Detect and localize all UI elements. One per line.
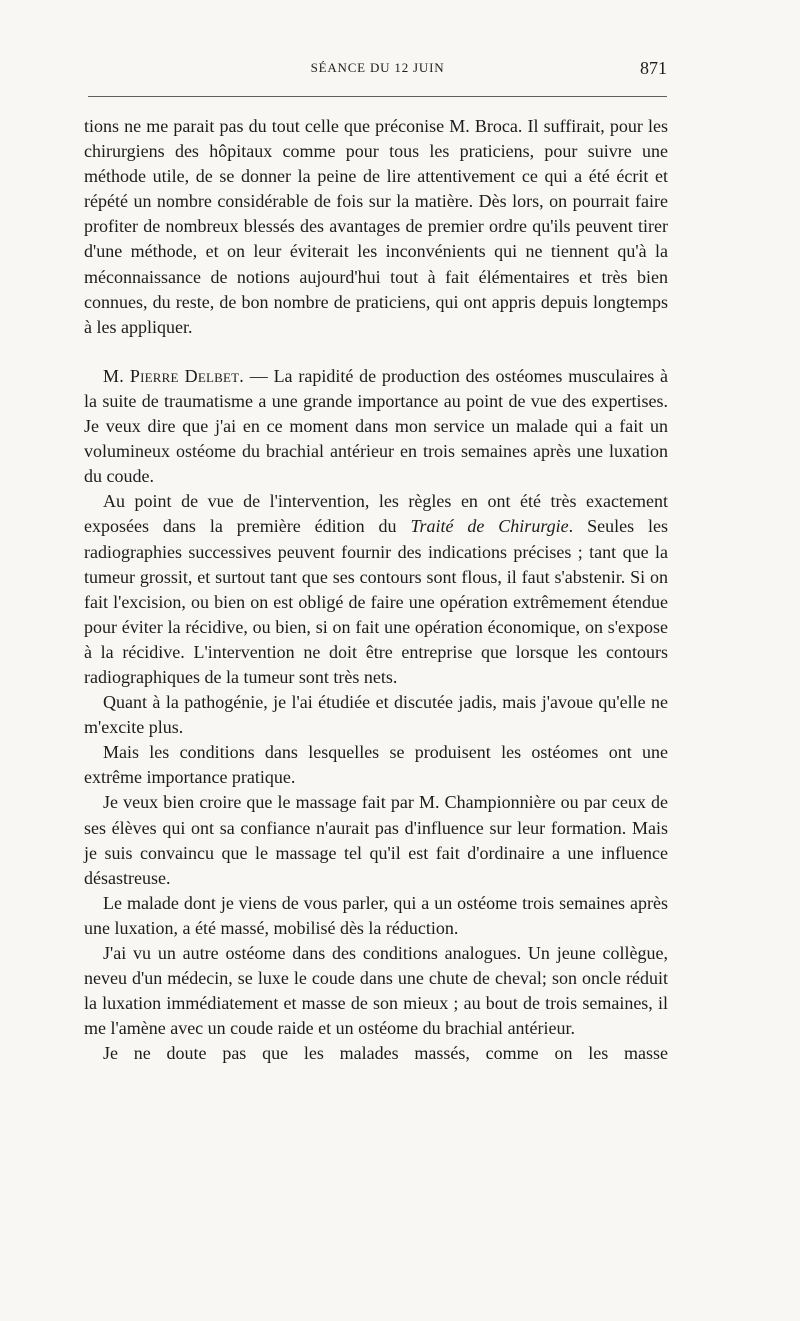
paragraph-pathogenesis <box>84 690 668 740</box>
paragraph-final-line <box>84 1041 668 1066</box>
paragraph-text: — La rapidité de production des ostéomes musculaires à la suite de traumatisme a une grande importance au point de vue des expertises. Je veux dire que j'ai en ce moment dans mon service un malade qui a fait un volumineux ostéome du brachial antérieur en trois semaines après une luxation du coude. <box>84 365 668 487</box>
paragraph-text: Je ne doute pas que les malades massés, comme on les masse <box>103 1043 668 1064</box>
paragraph-conditions <box>84 740 668 790</box>
paragraph-text: Quant à la pathogénie, je l'ai étudiée et discutée jadis, mais j'avoue qu'elle ne m'excite plus. <box>84 692 668 738</box>
paragraph-text-before: Au point de vue de l'intervention, les règles en ont été très exactement exposées dans la première édition du <box>84 491 668 537</box>
paragraph-text: Le malade dont je viens de vous parler, qui a un ostéome trois semaines après une luxation, a été massé, mobilisé dès la réduction. <box>84 892 668 938</box>
paragraph-text: tions ne me parait pas du tout celle que préconise M. Broca. Il suffirait, pour les chirurgiens des hôpitaux comme pour tous les praticiens, pour suivre une méthode utile, de se donner la peine de lire attentivement ce qui a été écrit et répété un nombre considérable de fois sur la matière. Dès lors, on pourrait faire profiter de nombreux blessés des avantages de premier ordre qu'ils peuvent tirer d'une méthode, et on leur éviterait les inconvénients qui ne tiennent qu'à la méconnaissance de notions aujourd'hui tout à fait élémentaires et très bien connues, du reste, de bon nombre de praticiens, qui ont appris depuis longtemps à les appliquer. <box>84 116 668 337</box>
page-number: 871 <box>640 58 667 78</box>
paragraph-text: Je veux bien croire que le massage fait par M. Championnière ou par ceux de ses élèves qui ont sa confiance n'aurait pas d'influence sur leur formation. Mais je suis convaincu que le massage tel qu'il est fait d'ordinaire a une influence désastreuse. <box>84 792 668 888</box>
body-text <box>84 114 668 1066</box>
running-header <box>88 58 667 90</box>
paragraph-second-case <box>84 941 668 1041</box>
paragraph-text: Mais les conditions dans lesquelles se produisent les ostéomes ont une extrême importance pratique. <box>84 742 668 788</box>
header-divider <box>88 96 667 97</box>
book-title: Traité de Chirurgie <box>410 516 569 537</box>
paragraph-intervention <box>84 489 668 690</box>
paragraph-speaker-delbet <box>84 364 668 489</box>
paragraph-massage <box>84 790 668 890</box>
paragraph-text-after: . Seules les radiographies successives peuvent fournir des indications précises ; tant que la tumeur grossit, et surtout tant que ses contours sont flous, il faut s'abstenir. Si on fait l'excision, ou bien on est obligé de faire une opération extrêmement étendue pour éviter la récidive, ou bien, si on fait une opération économique, on s'expose à la récidive. L'intervention ne doit être entreprise que lorsque les contours radiographiques de la tumeur sont très nets. <box>84 516 668 687</box>
session-date-title: SÉANCE DU 12 JUIN <box>310 60 445 75</box>
paragraph-patient-case <box>84 891 668 941</box>
paragraph-continued-argument <box>84 114 668 340</box>
speaker-name: M. Pierre Delbet. <box>103 365 244 386</box>
paragraph-text: J'ai vu un autre ostéome dans des conditions analogues. Un jeune collègue, neveu d'un médecin, se luxe le coude dans une chute de cheval; son oncle réduit la luxation immédiatement et masse de son mieux ; au bout de trois semaines, il me l'amène avec un coude raide et un ostéome du brachial antérieur. <box>84 943 668 1039</box>
